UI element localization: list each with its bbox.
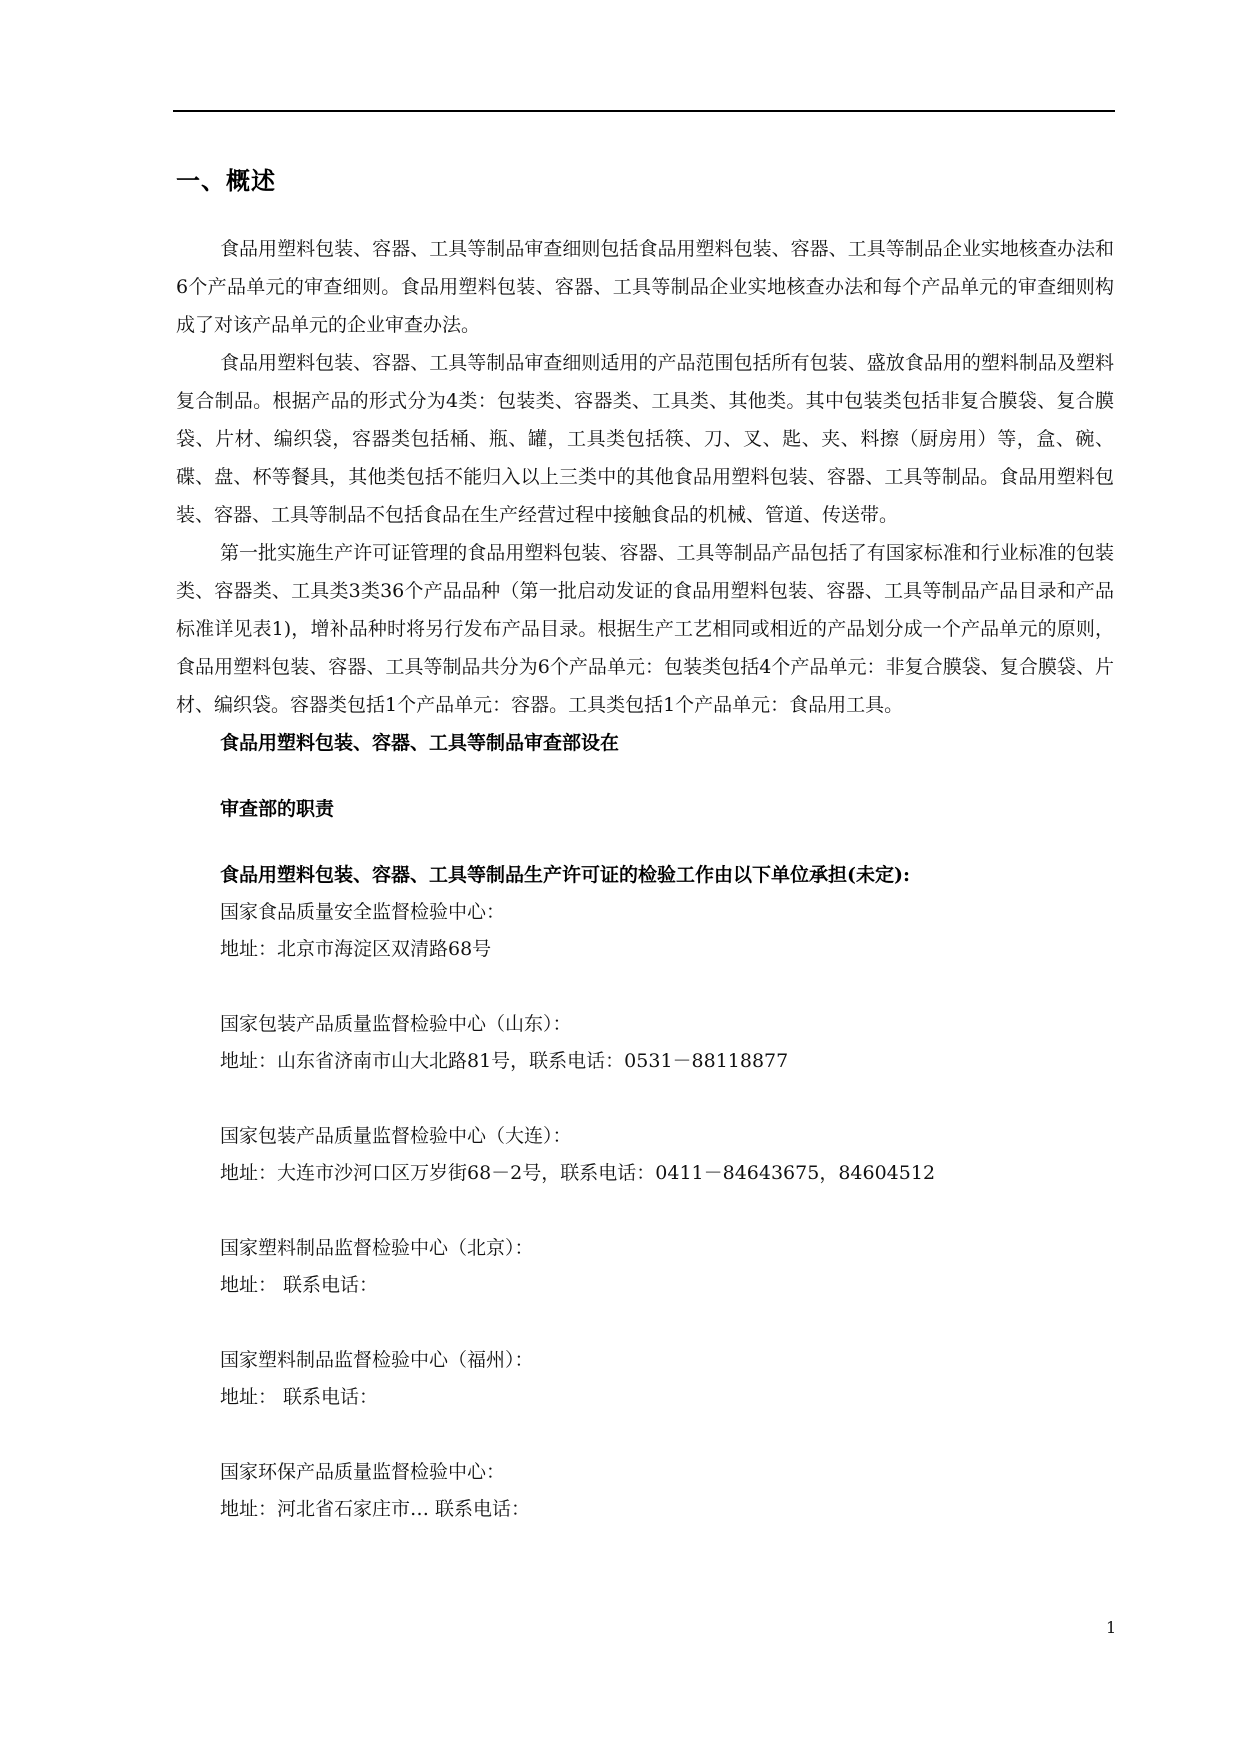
inspection-center-5 <box>176 1342 1114 1416</box>
paragraph-overview-2: 食品用塑料包装、容器、工具等制品审查细则适用的产品范围包括所有包装、盛放食品用的塑料制品及塑料复合制品。根据产品的形式分为4类：包装类、容器类、工具类、其他类。其中包装类包括非复合膜袋、复合膜袋、片材、编织袋，容器类包括桶、瓶、罐，工具类包括筷、刀、叉、匙、夹、料擦（厨房用）等，盒、碗、碟、盘、杯等餐具，其他类包括不能归入以上三类中的其他食品用塑料包装、容器、工具等制品。食品用塑料包装、容器、工具等制品不包括食品在生产经营过程中接触食品的机械、管道、传送带。 <box>176 352 1114 526</box>
inspection-center-name: 国家塑料制品监督检验中心（北京）： <box>220 1237 534 1259</box>
inspection-center-name: 国家食品质量安全监督检验中心： <box>220 901 506 923</box>
inspection-center-address: 地址：山东省济南市山大北路81号，联系电话：0531－88118877 <box>220 1050 789 1072</box>
inspection-center-4 <box>176 1230 1114 1304</box>
inspection-center-2 <box>176 1006 1114 1080</box>
inspection-center-name: 国家环保产品质量监督检验中心： <box>220 1461 506 1483</box>
inspection-center-name: 国家包装产品质量监督检验中心（山东）： <box>220 1013 572 1035</box>
spacer <box>176 828 1114 856</box>
paragraph-overview-1: 食品用塑料包装、容器、工具等制品审查细则包括食品用塑料包装、容器、工具等制品企业实地核查办法和6个产品单元的审查细则。食品用塑料包装、容器、工具等制品企业实地核查办法和每个产品单元的审查细则构成了对该产品单元的企业审查办法。 <box>176 238 1114 336</box>
heading-review-department-duties: 审查部的职责 <box>220 798 335 820</box>
inspection-center-name: 国家包装产品质量监督检验中心（大连）： <box>220 1125 572 1147</box>
heading-inspection-units: 食品用塑料包装、容器、工具等制品生产许可证的检验工作由以下单位承担(未定): <box>220 864 910 886</box>
inspection-center-address: 地址：河北省石家庄市… 联系电话： <box>220 1498 531 1520</box>
section-title: 一、概述 <box>176 167 276 195</box>
heading-review-department-setup: 食品用塑料包装、容器、工具等制品审查部设在 <box>220 732 620 754</box>
inspection-center-address: 地址：北京市海淀区双清路68号 <box>220 938 492 960</box>
inspection-center-name: 国家塑料制品监督检验中心（福州）： <box>220 1349 534 1371</box>
paragraph-overview-3: 第一批实施生产许可证管理的食品用塑料包装、容器、工具等制品产品包括了有国家标准和行业标准的包装类、容器类、工具类3类36个产品品种（第一批启动发证的食品用塑料包装、容器、工具等制品产品目录和产品标准详见表1)，增补品种时将另行发布产品目录。根据生产工艺相同或相近的产品划分成一个产品单元的原则，食品用塑料包装、容器、工具等制品共分为6个产品单元：包装类包括4个产品单元：非复合膜袋、复合膜袋、片材、编织袋。容器类包括1个产品单元：容器。工具类包括1个产品单元：食品用工具。 <box>176 542 1114 716</box>
spacer <box>176 762 1114 790</box>
inspection-center-3 <box>176 1118 1114 1192</box>
inspection-center-address: 地址：大连市沙河口区万岁街68－2号，联系电话：0411－84643675，84604512 <box>220 1162 936 1184</box>
page-number: 1 <box>1106 1618 1117 1637</box>
inspection-center-6 <box>176 1454 1114 1528</box>
inspection-center-address: 地址： 联系电话： <box>220 1386 379 1408</box>
inspection-center-address: 地址： 联系电话： <box>220 1274 379 1296</box>
document-body <box>176 160 1114 1528</box>
header-rule <box>173 110 1115 112</box>
inspection-center-1 <box>176 894 1114 968</box>
